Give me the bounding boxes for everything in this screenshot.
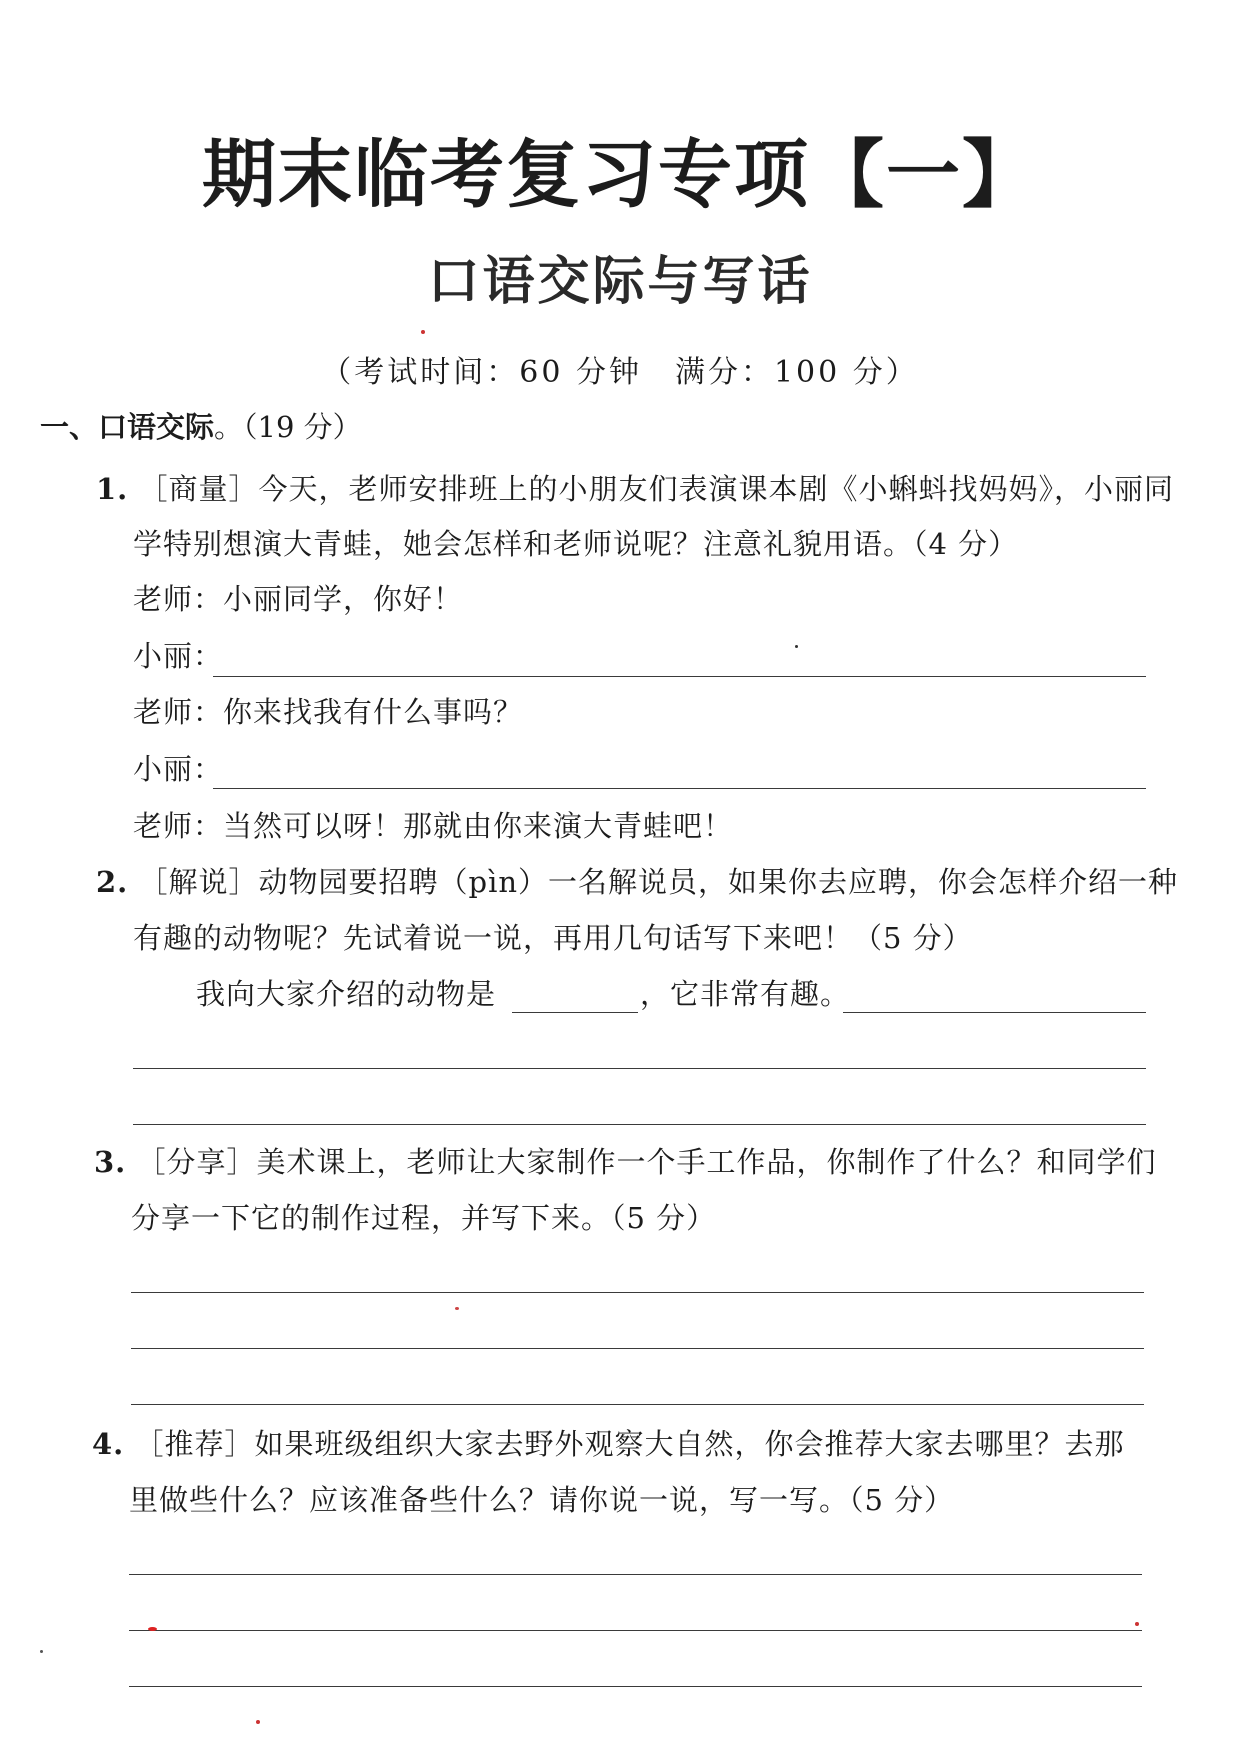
q1-text-line1: ［商量］今天，老师安排班上的小朋友们表演课本剧《小蝌蚪找妈妈》，小丽同: [138, 472, 1175, 506]
dialogue-teacher-1: 老师：小丽同学，你好！: [133, 582, 464, 616]
q4-line1: [92, 1427, 1125, 1461]
q2-prompt-b: ，它非常有趣。: [640, 977, 851, 1011]
page-subtitle: 口语交际与写话: [427, 252, 813, 312]
q3-text-line1: ［分享］美术课上，老师让大家制作一个手工作品，你制作了什么？和同学们: [136, 1145, 1157, 1179]
q3-number: 3.: [94, 1145, 127, 1179]
scan-speck: [795, 645, 798, 648]
answer-line-q4-3[interactable]: [129, 1686, 1142, 1687]
answer-line-q3-3[interactable]: [131, 1404, 1144, 1405]
scan-speck: [148, 1627, 157, 1631]
q2-text-line1: ［解说］动物园要招聘（pìn）一名解说员，如果你去应聘，你会怎样介绍一种: [138, 865, 1179, 899]
dialogue-teacher-2: 老师：你来找我有什么事吗？: [133, 695, 524, 729]
q1-number: 1.: [96, 472, 129, 506]
q3-line1: [94, 1145, 1157, 1179]
dialogue-student-label-2: 小丽：: [133, 752, 224, 786]
scan-speck: [40, 1650, 43, 1653]
scan-speck: [1135, 1622, 1139, 1626]
q1-line1: [96, 472, 1175, 506]
answer-line-q2-1[interactable]: [843, 1012, 1146, 1013]
answer-line-q2-3[interactable]: [133, 1124, 1146, 1125]
q3-text-line2: 分享一下它的制作过程，并写下来。（5 分）: [131, 1201, 717, 1235]
q4-text-line1: ［推荐］如果班级组织大家去野外观察大自然，你会推荐大家去哪里？去那: [134, 1427, 1125, 1461]
answer-line-q2-2[interactable]: [133, 1068, 1146, 1069]
answer-line-q1-2[interactable]: [213, 788, 1146, 789]
answer-line-q3-1[interactable]: [131, 1292, 1144, 1293]
exam-info: （考试时间：60 分钟 满分：100 分）: [321, 355, 919, 390]
q4-text-line2: 里做些什么？应该准备些什么？请你说一说，写一写。（5 分）: [129, 1483, 955, 1517]
page-title: 期末临考复习专项【一】: [202, 132, 1038, 218]
answer-line-q4-2[interactable]: [129, 1630, 1142, 1631]
dialogue-teacher-3: 老师：当然可以呀！那就由你来演大青蛙吧！: [133, 809, 734, 843]
q2-number: 2.: [96, 865, 129, 899]
section-heading: [40, 410, 362, 444]
answer-line-q4-1[interactable]: [129, 1574, 1142, 1575]
q1-text-line2: 学特别想演大青蛙，她会怎样和老师说呢？注意礼貌用语。（4 分）: [133, 527, 1019, 561]
q2-line1: [96, 865, 1179, 899]
q4-number: 4.: [92, 1427, 125, 1461]
section-title: 一、口语交际: [40, 410, 215, 444]
answer-line-q3-2[interactable]: [131, 1348, 1144, 1349]
q2-prompt-a: 我向大家介绍的动物是: [196, 977, 497, 1011]
dialogue-student-label-1: 小丽：: [133, 639, 224, 673]
answer-blank-animal[interactable]: [512, 1012, 638, 1013]
scan-speck: [256, 1720, 260, 1724]
answer-line-q1-1[interactable]: [213, 676, 1146, 677]
section-score: 。（19 分）: [214, 410, 362, 444]
scan-speck: [421, 330, 425, 334]
q2-text-line2: 有趣的动物呢？先试着说一说，再用几句话写下来吧！（5 分）: [133, 921, 973, 955]
scan-speck: [455, 1307, 459, 1310]
